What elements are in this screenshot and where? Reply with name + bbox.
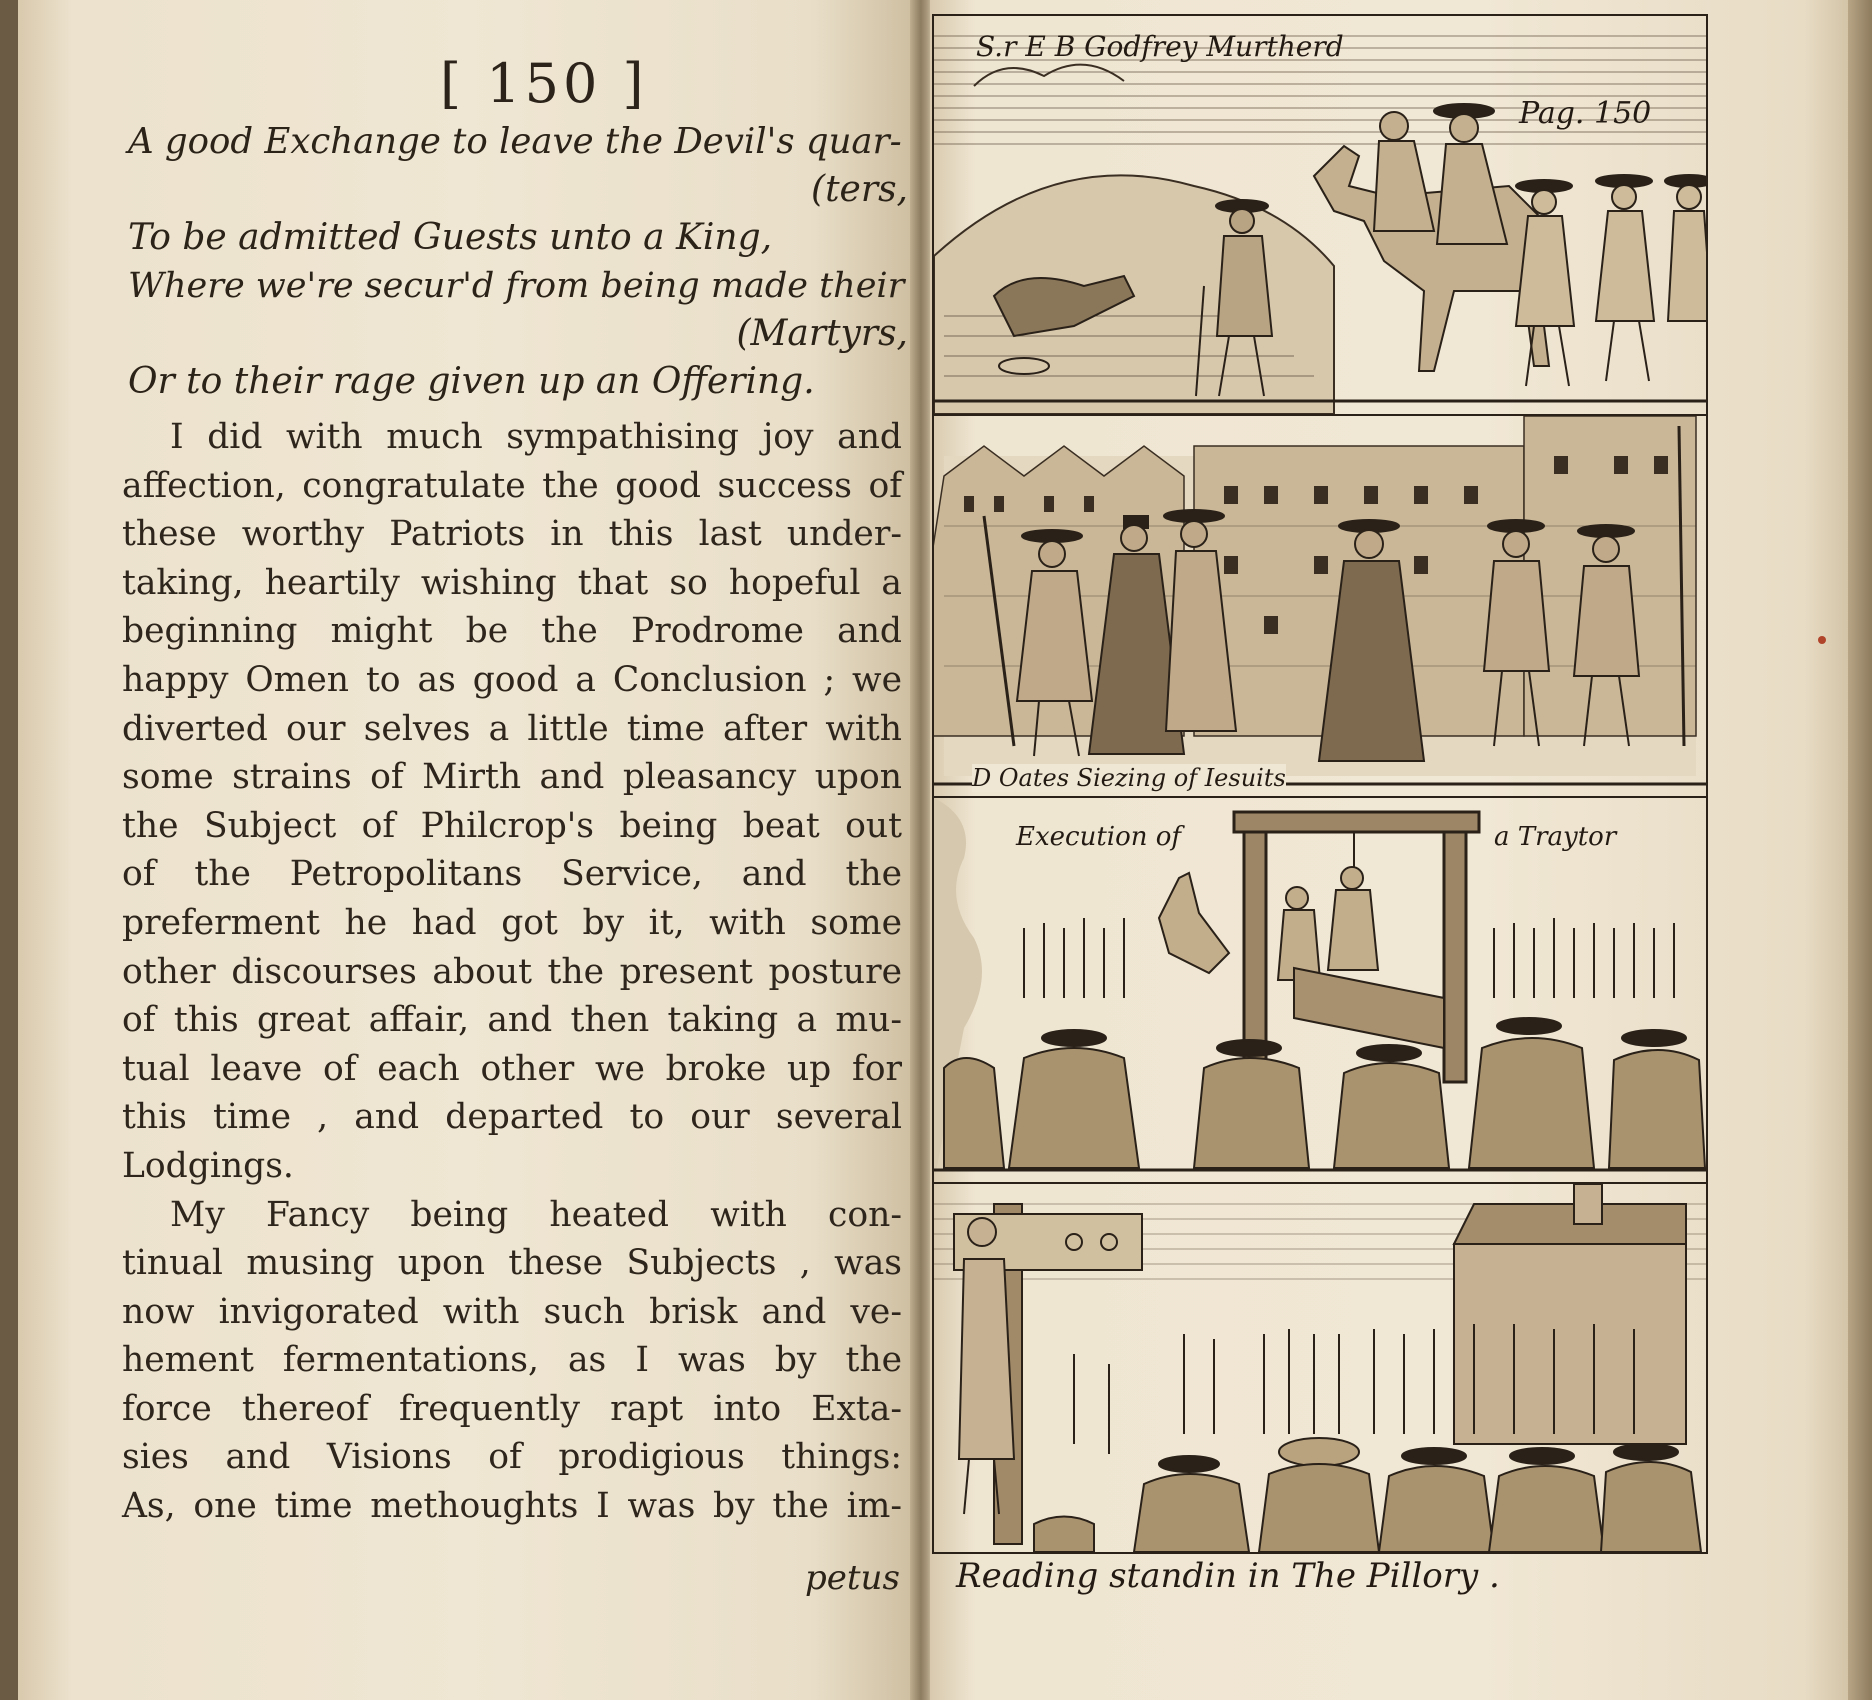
text-line: some strains of Mirth and pleasancy upon [122,757,902,798]
catchword: petus [805,1558,900,1598]
text-line: of the Petropolitans Service, and the [122,854,902,895]
text-line: tual leave of each other we broke up for [122,1048,902,1089]
text-line: diverted our selves a little time after with [122,708,902,749]
text-line: sies and Visions of prodigious things: [122,1437,902,1478]
engraving-oates [934,416,1706,796]
text-line: happy Omen to as good a Conclusion ; we [122,659,902,700]
panel-oates [934,416,1706,798]
caption-pillory: Reading standin in The Pillory . [956,1556,1500,1596]
verse-line: (ters, [811,169,908,210]
text-line: As, one time methoughts I was by the im- [122,1486,902,1527]
caption-execution-left: Execution of [1016,822,1182,852]
text-line: this time , and departed to our several [122,1097,902,1138]
engraving-godfrey [934,16,1706,414]
text-line: I did with much sympathising joy and [170,417,902,457]
verse-line: Or to their rage given up an Offering. [128,361,815,402]
text-line: these worthy Patriots in this last under- [122,514,902,555]
text-line: affection, congratulate the good success of [122,465,902,506]
text-line: tinual musing upon these Subjects , was [122,1243,902,1284]
engraved-plate [932,14,1708,1554]
verse-line: Where we're secur'd from being made their [128,266,905,306]
caption-oates: D Oates Siezing of Iesuits [972,764,1286,792]
verse-line: (Martyrs, [736,313,908,354]
text-line: hement fermentations, as I was by the [122,1340,902,1381]
text-line: of this great affair, and then taking a mu- [122,1000,902,1041]
engraving-execution [934,798,1706,1182]
engraving-pillory [934,1184,1706,1552]
ink-stain [1818,636,1826,644]
panel-godfrey [934,16,1706,416]
page-number: [ 150 ] [440,52,648,115]
text-line: taking, heartily wishing that so hopeful a [122,562,902,603]
text-line: My Fancy being heated with con- [170,1194,902,1235]
caption-execution-right: a Traytor [1494,822,1617,852]
text-line: now invigorated with such brisk and ve- [122,1291,902,1332]
text-line: beginning might be the Prodrome and [122,611,902,652]
panel-execution [934,798,1706,1184]
body-text [122,413,902,1531]
text-line: Lodgings. [122,1145,294,1186]
text-line: force thereof frequently rapt into Exta- [122,1388,902,1429]
text-line: preferment he had got by it, with some [122,902,902,943]
text-line: the Subject of Philcrop's being beat out [122,805,902,846]
text-line: other discourses about the present posture [122,951,902,992]
verse-line: A good Exchange to leave the Devil's quar- [128,121,902,162]
plate-page-ref: Pag. 150 [1519,96,1652,131]
page-edge [1848,0,1872,1700]
verse-line: To be admitted Guests unto a King, [128,217,773,258]
caption-godfrey: S.r E B Godfrey Murtherd [976,30,1344,63]
panel-pillory [934,1184,1706,1552]
verse-block [128,118,908,406]
